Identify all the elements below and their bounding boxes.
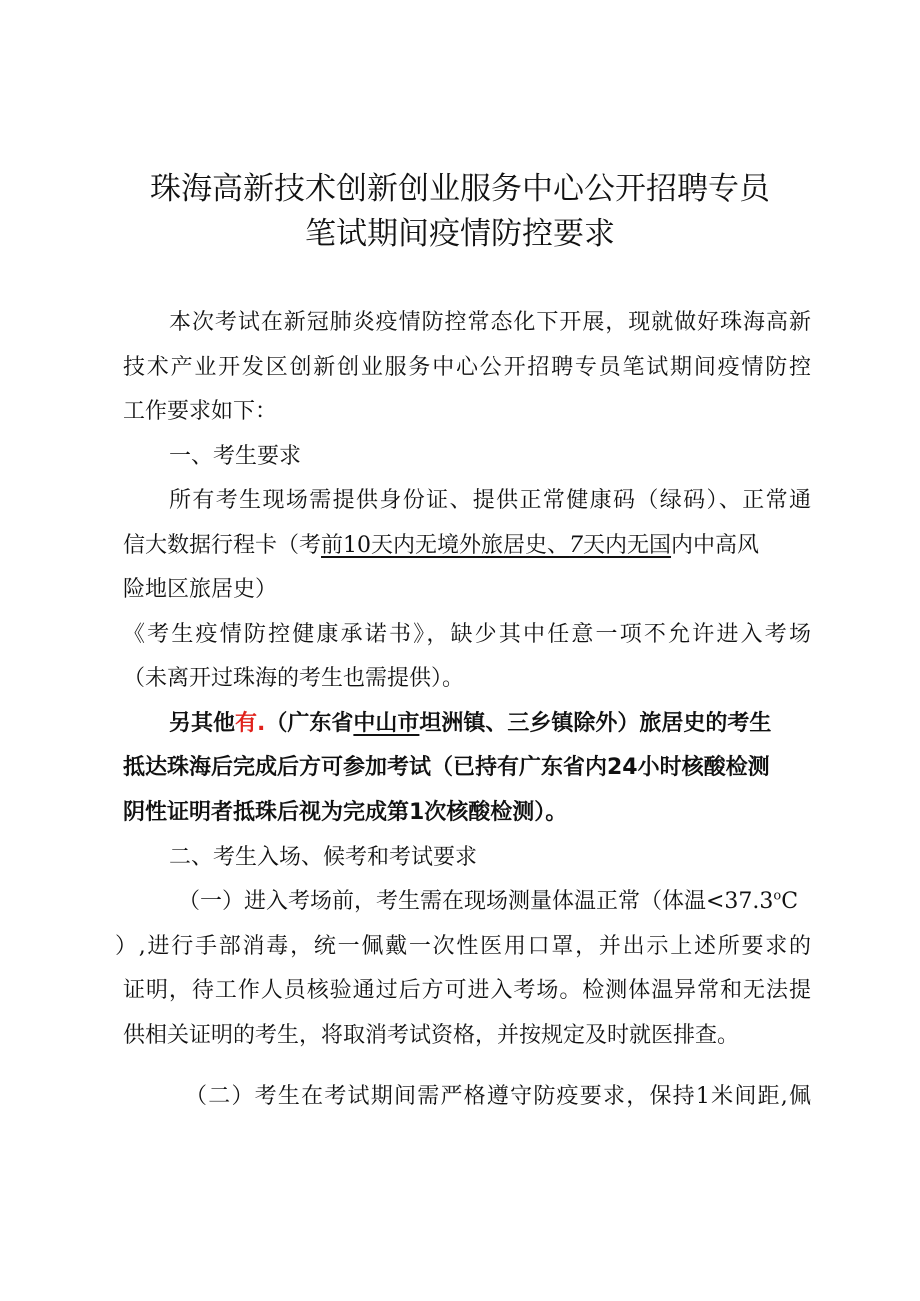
section-1-line-4: 《考生疫情防控健康承诺书》，缺少其中任意一项不允许进入考场	[123, 622, 811, 647]
document-title-line-2: 笔试期间疫情防控要求	[305, 216, 615, 252]
section-2-item-1-line-4: 供相关证明的考生，将取消考试资格，并按规定及时就医排查。	[123, 1023, 740, 1048]
section-2-item-1-line-2: ）,进行手部消毒，统一佩戴一次性医用口罩，并出示上述所要求的	[115, 934, 811, 959]
section-2-item-2-line-1: （二）考生在考试期间需严格遵守防疫要求，保持1米间距,佩	[185, 1084, 811, 1109]
section-2-item-1-line-1: （一）进入考场前，考生需在现场测量体温正常（体温$<37.3^oC$	[178, 888, 799, 914]
document-title-line-1: 珠海高新技术创新创业服务中心公开招聘专员	[150, 171, 770, 207]
underlined-travel-requirement: 前10天内无境外旅居史、	[321, 533, 570, 558]
section-1-line-2: 信大数据行程卡（考前10天内无境外旅居史、7天内无国内中高风	[123, 533, 760, 558]
section-1-heading: 一、考生要求	[169, 444, 302, 469]
section-2-item-1-line-3: 证明，待工作人员核验通过后方可进入考场。检测体温异常和无法提	[123, 978, 811, 1003]
intro-line-2: 技术产业开发区创新创业服务中心公开招聘专员笔试期间疫情防控	[123, 355, 811, 380]
section-1-line-3: 险地区旅居史）	[123, 577, 278, 602]
section-1-line-5: （未离开过珠海的考生也需提供）。	[123, 666, 465, 691]
intro-line-1: 本次考试在新冠肺炎疫情防控常态化下开展，现就做好珠海高新	[169, 310, 811, 335]
section-1-line-1: 所有考生现场需提供身份证、提供正常健康码（绿码）、正常通	[169, 488, 811, 513]
red-highlight: 有.	[235, 711, 266, 736]
intro-line-3: 工作要求如下：	[123, 399, 278, 424]
bold-notice-line-1: 另其他有.（广东省中山市坦洲镇、三乡镇除外）旅居史的考生	[169, 711, 772, 736]
bold-notice-line-3: 阴性证明者抵珠后视为完成第1次核酸检测）。	[123, 800, 568, 825]
bold-notice-line-2: 抵达珠海后完成后方可参加考试（已持有广东省内24小时核酸检测	[123, 755, 770, 780]
section-2-heading: 二、考生入场、候考和考试要求	[169, 845, 478, 870]
